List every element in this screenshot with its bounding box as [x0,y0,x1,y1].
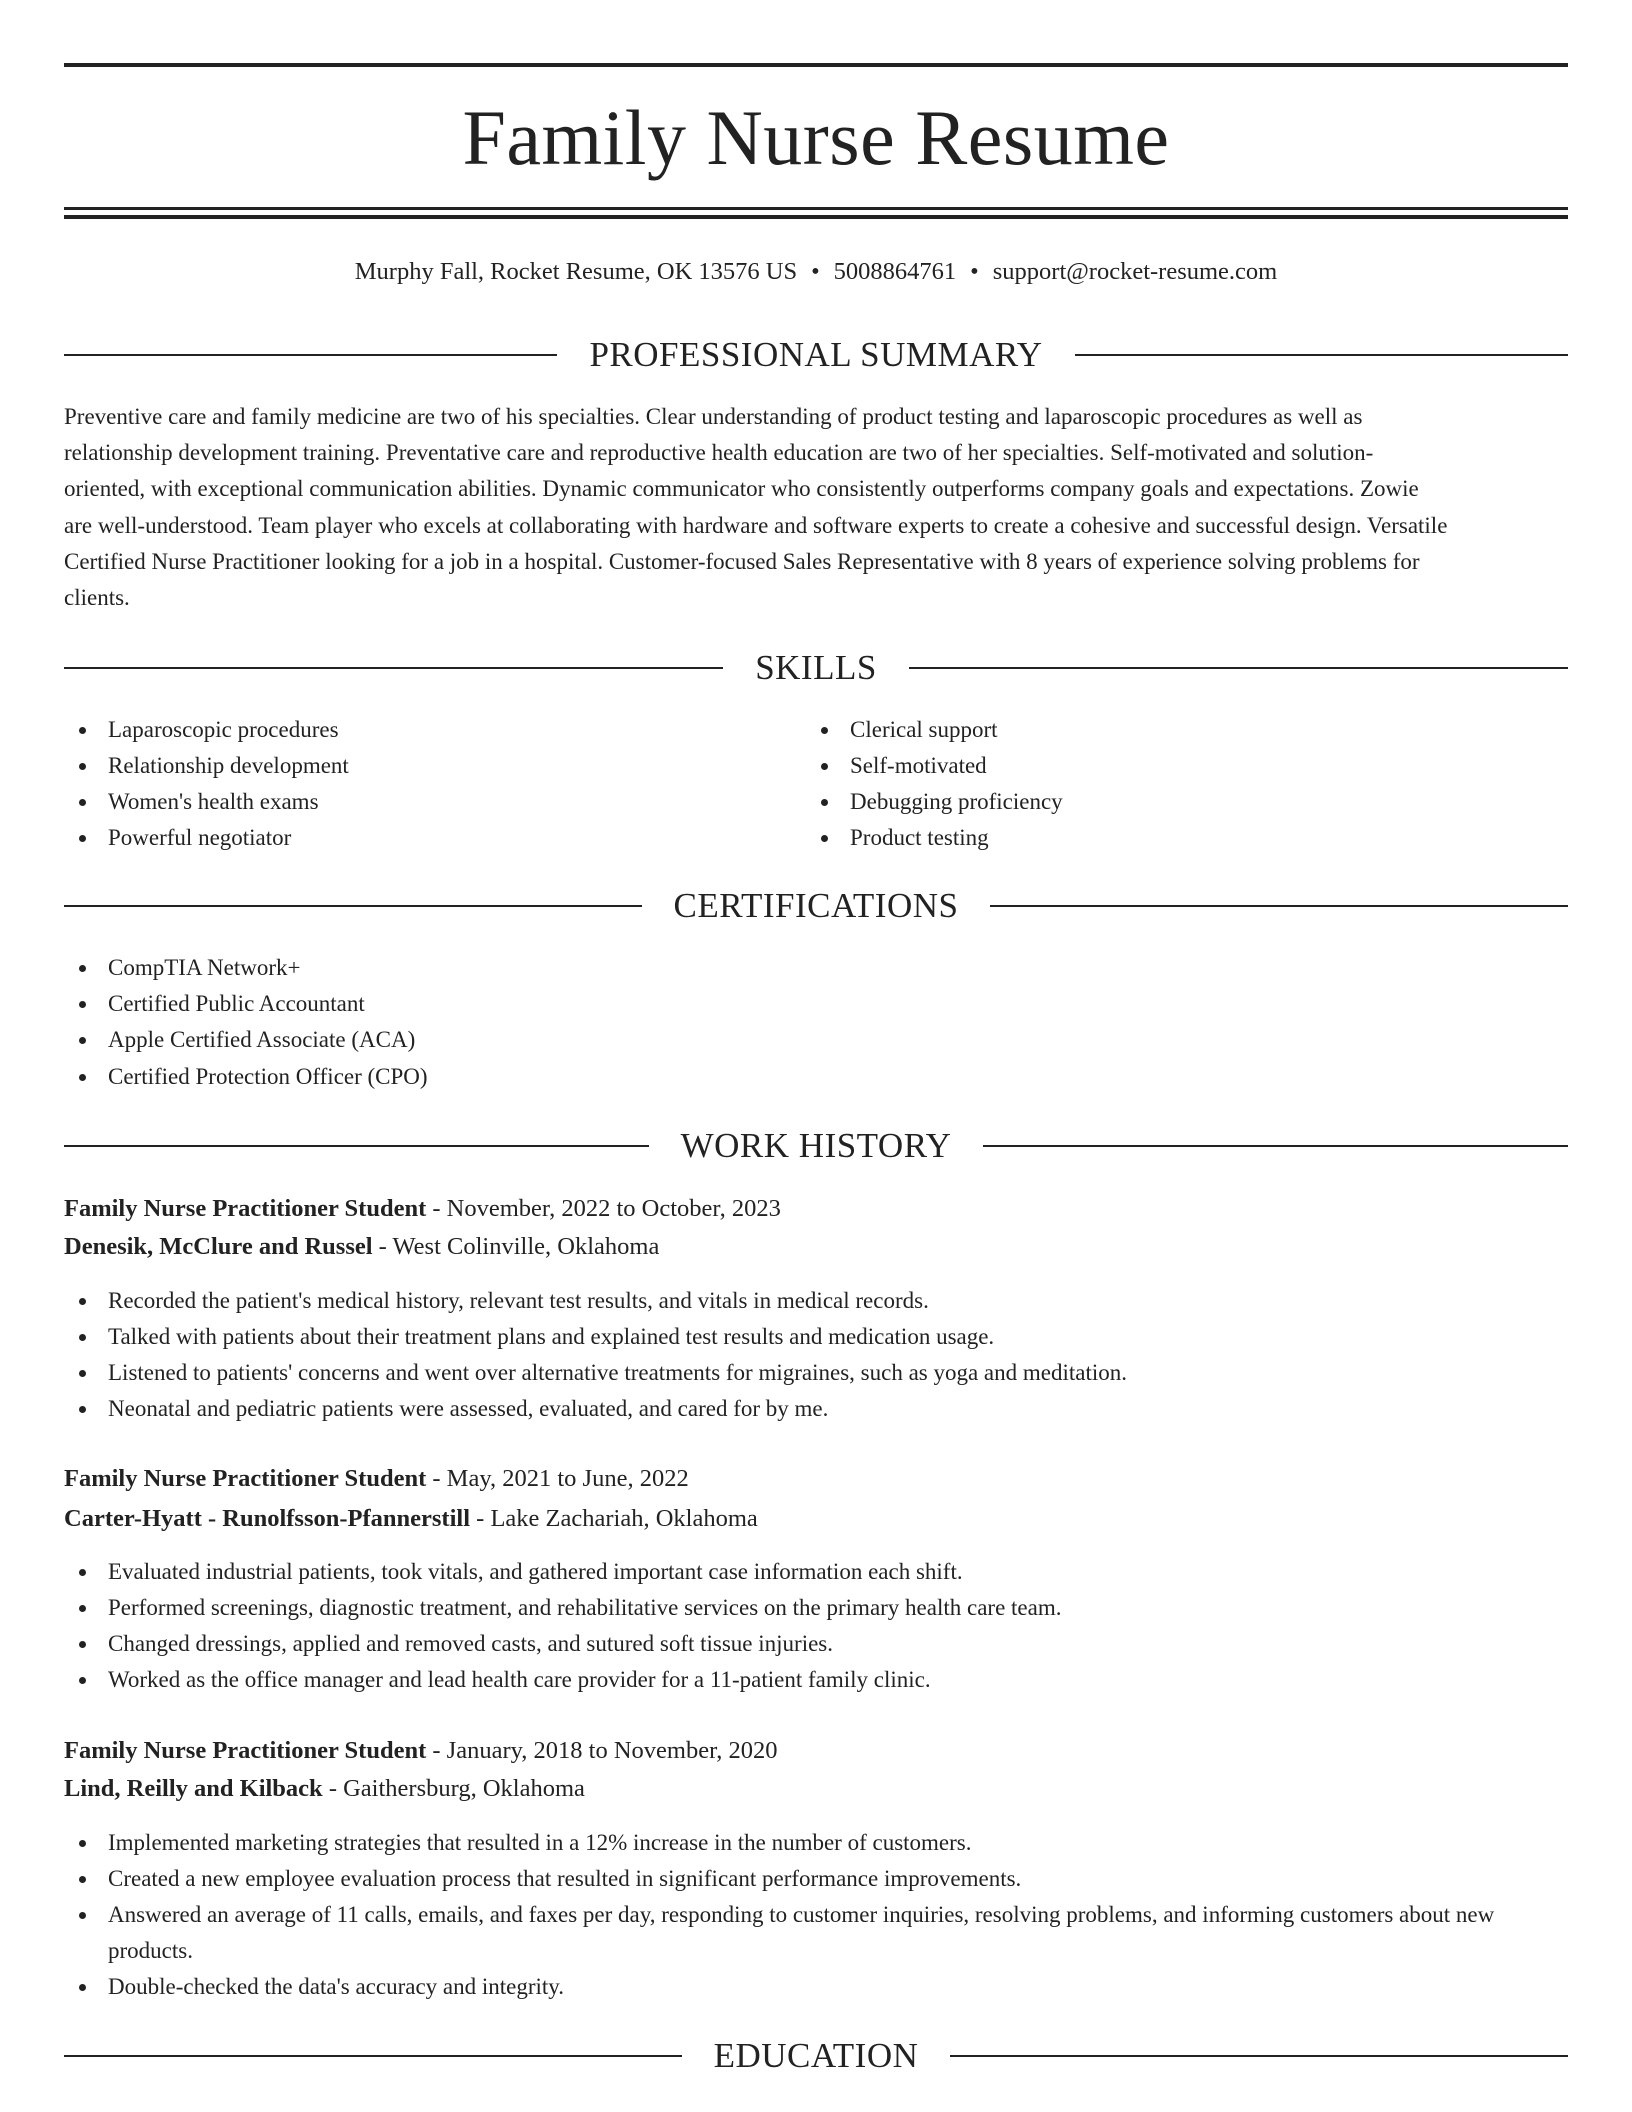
heading-rule [950,2055,1568,2057]
skills-list-left [64,712,764,856]
job-bullets [64,1554,1568,1698]
job-company: Lind, Reilly and Kilback [64,1775,323,1802]
job-dates: May, 2021 to June, 2022 [446,1465,689,1492]
section-title: WORK HISTORY [680,1126,952,1165]
heading-rule [1075,354,1568,356]
skill-item: Relationship development [64,748,764,784]
job-bullet: Created a new employee evaluation process that resulted in significant performance improvements. [64,1861,1568,1897]
job-location: Lake Zachariah, Oklahoma [490,1505,758,1532]
section-title: PROFESSIONAL SUMMARY [589,335,1043,374]
job-title-line [64,1190,1568,1228]
job-separator: - [426,1465,447,1492]
certification-item: Certified Public Accountant [64,986,1464,1022]
contact-separator: • [811,258,820,285]
skill-item: Self-motivated [806,748,1506,784]
job-bullet: Performed screenings, diagnostic treatment, and rehabilitative services on the primary health care team. [64,1590,1568,1626]
heading-rule [64,1145,649,1147]
summary-line: relationship development training. Preventative care and reproductive health education are two of her specialties. Self-motivated and solution- [64,440,1374,466]
job-bullet: Answered an average of 11 calls, emails, and faxes per day, responding to customer inquiries, resolving problems, and informing customers about new products. [64,1897,1568,1969]
section-heading-certifications [64,883,1568,929]
skill-item: Powerful negotiator [64,820,764,856]
page-title: Family Nurse Resume [462,94,1170,181]
section-heading-skills [64,645,1568,691]
summary-line: are well-understood. Team player who excels at collaborating with hardware and software experts to create a cohesive and successful design. Versatile [64,512,1448,538]
section-title: EDUCATION [713,2036,919,2075]
section-title: CERTIFICATIONS [673,886,959,925]
job-bullet: Worked as the office manager and lead health care provider for a 11-patient family clinic. [64,1662,1568,1698]
job-bullets [64,1283,1568,1427]
heading-rule [64,2055,682,2057]
certifications-list [64,950,1464,1095]
job-bullet: Talked with patients about their treatment plans and explained test results and medication usage. [64,1319,1568,1355]
job-bullet: Changed dressings, applied and removed casts, and sutured soft tissue injuries. [64,1626,1568,1662]
skill-item: Women's health exams [64,784,764,820]
job-separator: - [426,1737,447,1764]
job-dates: November, 2022 to October, 2023 [446,1195,781,1222]
top-rule [64,63,1568,67]
summary-line: clients. [64,585,130,611]
heading-rule [64,354,557,356]
job-bullet: Listened to patients' concerns and went over alternative treatments for migraines, such as yoga and meditation. [64,1355,1568,1391]
job-title: Family Nurse Practitioner Student [64,1465,427,1492]
job-title-line [64,1732,1568,1770]
contact-email: support@rocket-resume.com [992,258,1278,285]
certification-item: CompTIA Network+ [64,950,1464,986]
job-separator: - [426,1195,447,1222]
summary-line: Certified Nurse Practitioner looking for a job in a hospital. Customer-focused Sales Representative with 8 years of experience solving problems for [64,548,1420,574]
contact-phone: 5008864761 [833,258,957,285]
section-heading-work-history [64,1123,1568,1169]
job-separator: - [322,1775,344,1802]
skill-item: Debugging proficiency [806,784,1506,820]
job-dates: January, 2018 to November, 2020 [446,1737,778,1764]
job-title-line [64,1460,1568,1498]
job-title: Family Nurse Practitioner Student [64,1195,427,1222]
job-company-line [64,1770,1568,1808]
heading-rule [983,1145,1568,1147]
skill-item: Clerical support [806,712,1506,748]
job-location: Gaithersburg, Oklahoma [343,1775,585,1802]
job-separator: - [372,1233,393,1260]
job-company: Carter-Hyatt - Runolfsson-Pfannerstill [64,1505,471,1532]
job-bullet: Recorded the patient's medical history, relevant test results, and vitals in medical records. [64,1283,1568,1319]
job-company: Denesik, McClure and Russel [64,1233,373,1260]
job-bullet: Double-checked the data's accuracy and integrity. [64,1969,1568,2005]
heading-rule [64,905,642,907]
contact-separator: • [970,258,979,285]
contact-address: Murphy Fall, Rocket Resume, OK 13576 US [354,258,798,285]
summary-line: Preventive care and family medicine are two of his specialties. Clear understanding of product testing and laparoscopic procedures as well as [64,404,1363,429]
job-bullets [64,1825,1568,2005]
heading-rule [64,667,723,669]
skill-item: Product testing [806,820,1506,856]
job-location: West Colinville, Oklahoma [392,1233,660,1260]
summary-line: oriented, with exceptional communication abilities. Dynamic communicator who consistently outperforms company goals and expectations. Zowie [64,476,1419,502]
skills-list-right [806,712,1506,856]
job-title: Family Nurse Practitioner Student [64,1737,427,1764]
section-title: SKILLS [755,648,877,687]
heading-rule [909,667,1568,669]
certification-item: Apple Certified Associate (ACA) [64,1022,1464,1058]
title-double-rule [64,207,1568,219]
job-separator: - [470,1505,491,1532]
certification-item: Certified Protection Officer (CPO) [64,1059,1464,1095]
skill-item: Laparoscopic procedures [64,712,764,748]
section-heading-education [64,2033,1568,2079]
job-company-line [64,1500,1568,1538]
job-company-line [64,1228,1568,1266]
heading-rule [990,905,1568,907]
section-heading-summary [64,332,1568,378]
contact-line [64,252,1568,292]
summary-paragraph [64,399,1568,616]
job-bullet: Neonatal and pediatric patients were assessed, evaluated, and cared for by me. [64,1391,1568,1427]
job-bullet: Implemented marketing strategies that resulted in a 12% increase in the number of customers. [64,1825,1568,1861]
job-bullet: Evaluated industrial patients, took vitals, and gathered important case information each shift. [64,1554,1568,1590]
